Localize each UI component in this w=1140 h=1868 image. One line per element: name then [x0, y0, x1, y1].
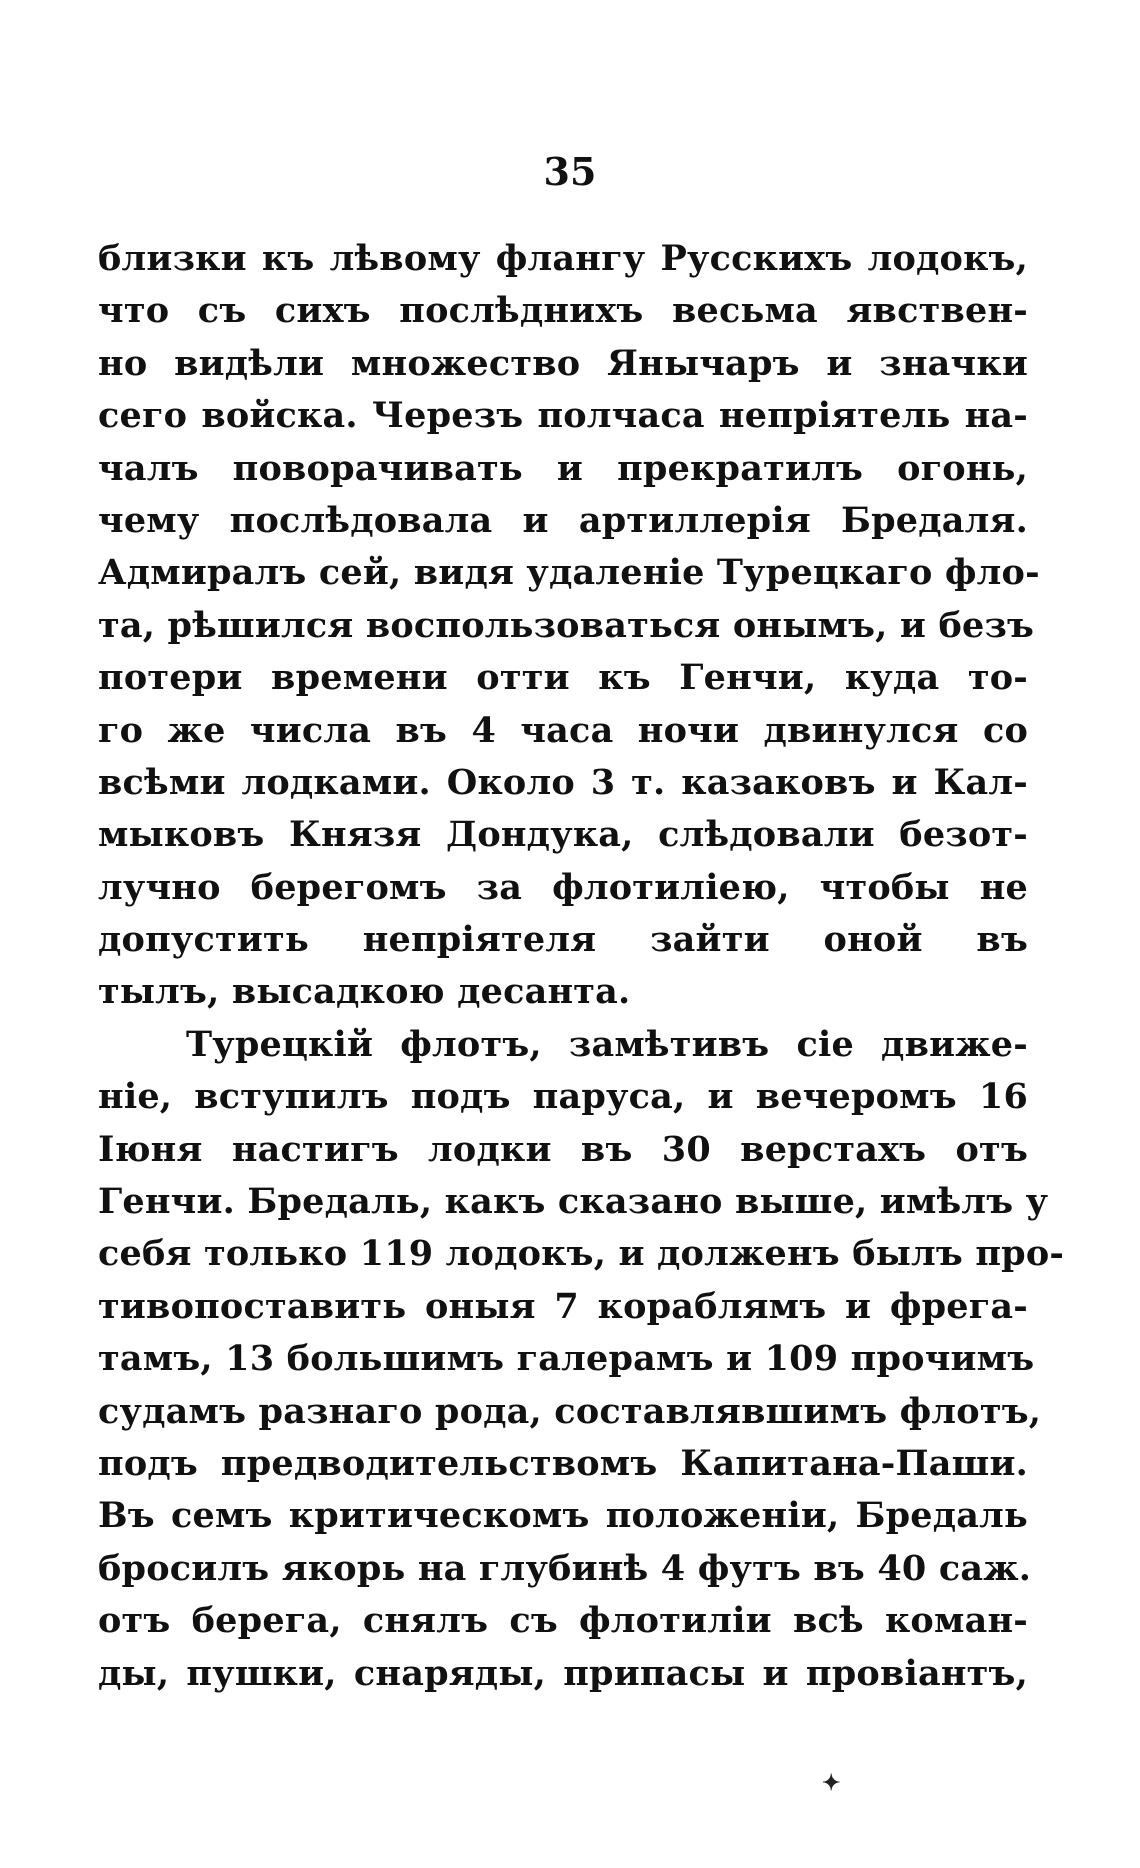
text-line: го же числа въ 4 часа ночи двинулся со	[98, 709, 1028, 751]
text-line: допустить непріятеля зайти оной въ	[98, 919, 1028, 961]
text-line: близки къ лѣвому флангу Русскихъ лодокъ,	[98, 238, 1028, 279]
paragraph-1	[98, 233, 1040, 1019]
text-line: Генчи. Бредаль, какъ сказано выше, имѣлъ у	[98, 1181, 1049, 1223]
paragraph-2	[98, 1019, 1065, 1700]
text-line: подъ предводительствомъ Капитана-Паши.	[98, 1442, 1028, 1484]
text-line: лучно берегомъ за флотиліею, чтобы не	[98, 866, 1028, 908]
signature-mark-icon: ✦	[822, 1770, 841, 1796]
text-line: тылъ, высадкою десанта.	[98, 971, 631, 1013]
body-text	[98, 233, 1065, 1700]
text-line: ніе, вступилъ подъ паруса, и вечеромъ 16	[98, 1076, 1028, 1118]
text-line: мыковъ Князя Дондука, слѣдовали безот-	[98, 814, 1028, 856]
page-number: 35	[543, 149, 597, 194]
text-line: Адмиралъ сей, видя удаленіе Турецкаго фло-	[98, 552, 1040, 594]
text-line: Іюня настигъ лодки въ 30 верстахъ отъ	[98, 1128, 1028, 1170]
text-line: тивопоставить оныя 7 кораблямъ и фрега-	[98, 1285, 1028, 1327]
text-line: что съ сихъ послѣднихъ весьма явствен-	[98, 290, 1028, 332]
text-line: отъ берега, снялъ съ флотиліи всѣ коман-	[98, 1600, 1028, 1642]
text-line: тамъ, 13 большимъ галерамъ и 109 прочимъ	[98, 1338, 1035, 1380]
text-line: но видѣли множество Янычаръ и значки	[98, 342, 1028, 384]
text-line: потери времени отти къ Генчи, куда то-	[98, 657, 1028, 699]
text-line: ды, пушки, снаряды, припасы и провіантъ,	[98, 1652, 1028, 1694]
text-line: себя только 119 лодокъ, и долженъ былъ про-	[98, 1233, 1065, 1275]
text-line: сего войска. Черезъ полчаса непріятель на-	[98, 395, 1028, 437]
text-line: чему послѣдовала и артиллерія Бредаля.	[98, 499, 1028, 541]
text-line: чалъ поворачивать и прекратилъ огонь,	[98, 447, 1028, 489]
text-line: та, рѣшился воспользоваться онымъ, и безъ	[98, 604, 1035, 646]
text-line: Турецкій флотъ, замѣтивъ сіе движе-	[186, 1023, 1028, 1065]
text-line: судамъ разнаго рода, составлявшимъ флотъ,	[98, 1390, 1042, 1432]
text-line: бросилъ якорь на глубинѣ 4 футъ въ 40 саж.	[98, 1547, 1032, 1589]
text-line: всѣми лодками. Около 3 т. казаковъ и Кал-	[98, 761, 1028, 803]
text-line: Въ семъ критическомъ положеніи, Бредаль	[98, 1495, 1028, 1537]
